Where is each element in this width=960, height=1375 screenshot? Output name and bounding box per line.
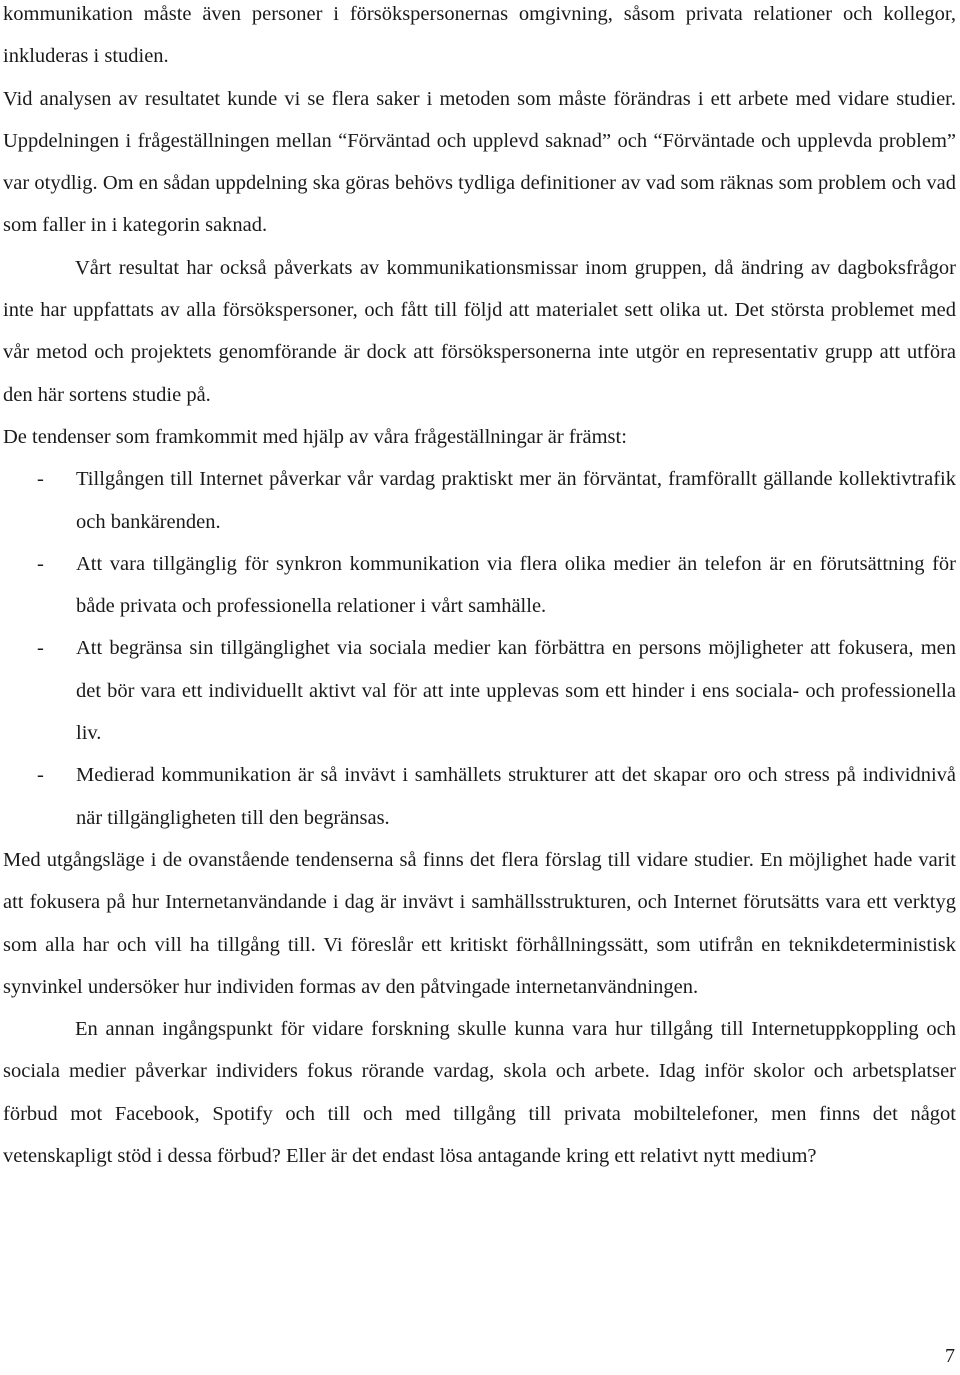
list-dash-marker: - bbox=[37, 468, 44, 491]
list-dash-marker: - bbox=[37, 637, 44, 660]
paragraph-alternative-research: En annan ingångspunkt för vidare forskning skulle kunna vara hur tillgång till Internetuppkoppling och sociala medier påverkar individers fokus rörande vardag, skola och arbete. Idag inför skolor och arbetsplatser förbud mot Facebook, Spotify och till och med tillgång till privata mobiltelefoner, men finns det något vetenskapligt stöd i dessa förbud? Eller är det endast lösa antagande kring ett relativt nytt medium? bbox=[3, 1018, 956, 1168]
list-item-text: Att begränsa sin tillgänglighet via sociala medier kan förbättra en persons möjligheter att fokusera, men det bör vara ett individuellt aktivt val för att inte upplevas som ett hinder i ens sociala- och professionella liv. bbox=[76, 637, 956, 745]
list-item bbox=[3, 543, 956, 628]
paragraph-method-analysis: Vid analysen av resultatet kunde vi se flera saker i metoden som måste förändras i ett arbete med vidare studier. Uppdelningen i frågeställningen mellan “Förväntad och upplevd saknad” och “Förväntade och upplevda problem” var otydlig. Om en sådan uppdelning ska göras behövs tydliga definitioner av vad som räknas som problem och vad som faller in i kategorin saknad. bbox=[3, 87, 956, 237]
list-item bbox=[3, 458, 956, 543]
paragraph-tendencies-intro: De tendenser som framkommit med hjälp av våra frågeställningar är främst: bbox=[3, 425, 627, 448]
list-item bbox=[3, 627, 956, 754]
list-item bbox=[3, 754, 956, 839]
page-body bbox=[3, 0, 956, 1177]
tendencies-list bbox=[3, 458, 956, 839]
list-item-text: Medierad kommunikation är så invävt i samhällets strukturer att det skapar oro och stress på individnivå när tillgängligheten till den begränsas. bbox=[76, 764, 956, 829]
page-number: 7 bbox=[945, 1345, 955, 1367]
paragraph-further-studies: Med utgångsläge i de ovanstående tendenserna så finns det flera förslag till vidare studier. En möjlighet hade varit att fokusera på hur Internetanvändande i dag är invävt i samhällsstrukturen, och Internet förutsätts vara ett verktyg som alla har och vill ha tillgång till. Vi föreslår ett kritiskt förhållningssätt, som utifrån en teknikdeterministisk synvinkel undersöker hur individen formas av den påtvingade internetanvändningen. bbox=[3, 848, 956, 998]
paragraph-continuation: kommunikation måste även personer i försökspersonernas omgivning, såsom privata relationer och kollegor, inkluderas i studien. bbox=[3, 3, 956, 68]
list-dash-marker: - bbox=[37, 552, 44, 575]
paragraph-communication-issues: Vårt resultat har också påverkats av kommunikationsmissar inom gruppen, då ändring av dagboksfrågor inte har uppfattats av alla försökspersoner, och fått till följd att materialet sett olika ut. Det största problemet med vår metod och projektets genomförande är dock att försökspersonerna inte utgör en representativ grupp att utföra den här sortens studie på. bbox=[3, 256, 956, 406]
list-item-text: Tillgången till Internet påverkar vår vardag praktiskt mer än förväntat, framförallt gällande kollektivtrafik och bankärenden. bbox=[76, 468, 956, 533]
list-dash-marker: - bbox=[37, 764, 44, 787]
list-item-text: Att vara tillgänglig för synkron kommunikation via flera olika medier än telefon är en förutsättning för både privata och professionella relationer i vårt samhälle. bbox=[76, 552, 956, 618]
